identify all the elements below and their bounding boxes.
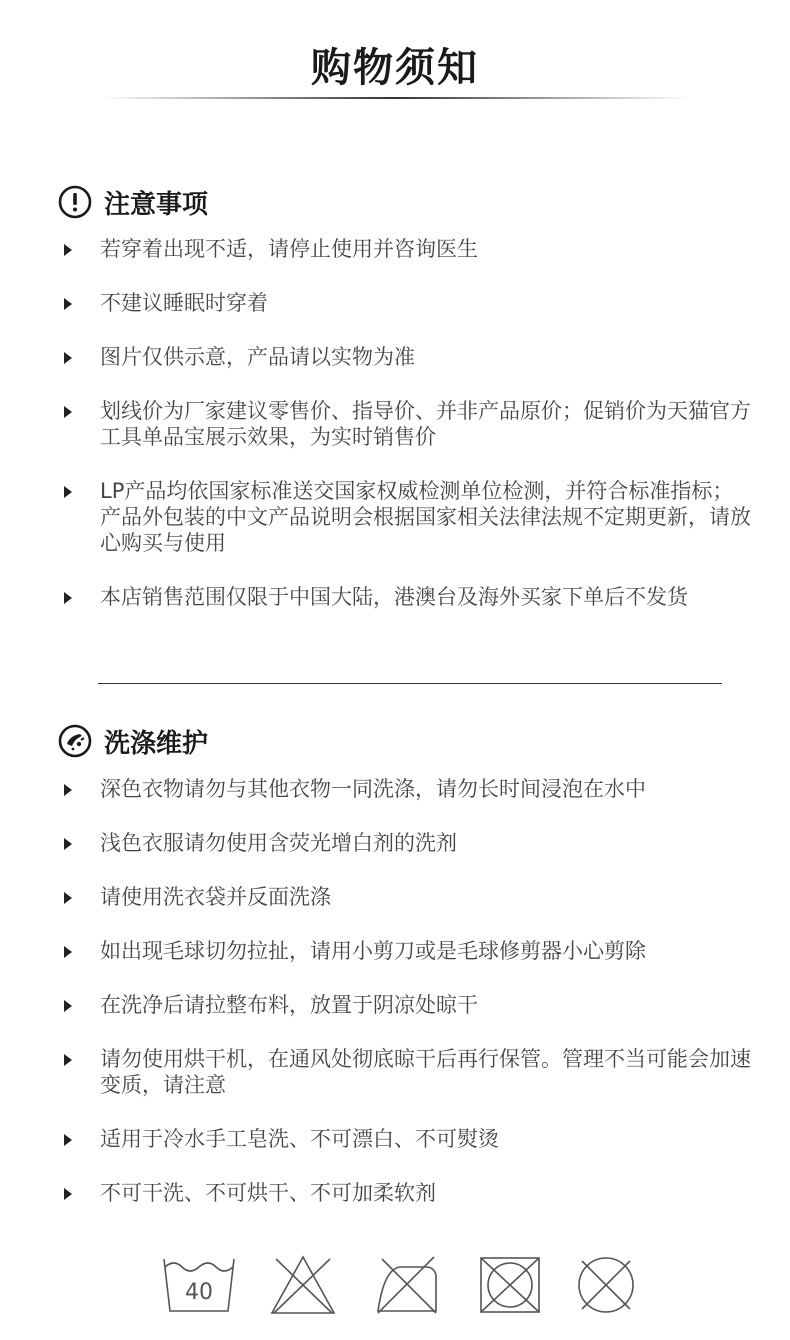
exclamation-circle-icon <box>58 185 92 219</box>
triangle-bullet-icon <box>64 892 72 904</box>
triangle-bullet-icon <box>64 1134 72 1146</box>
svg-text:40: 40 <box>185 1280 213 1305</box>
notice-section-header <box>58 184 208 220</box>
triangle-bullet-icon <box>64 784 72 796</box>
triangle-bullet-icon <box>64 298 72 310</box>
list-item: 适用于冷水手工皂洗、不可漂白、不可熨烫 <box>0 1126 790 1152</box>
page-title: 购物须知 <box>311 45 479 91</box>
list-item: 浅色衣服请勿使用含荧光增白剂的洗剂 <box>0 830 790 856</box>
list-item: 在洗净后请拉整布料，放置于阴凉处晾干 <box>0 992 790 1018</box>
triangle-bullet-icon <box>64 1000 72 1012</box>
care-list <box>0 776 790 1206</box>
notice-list <box>0 236 790 610</box>
list-item: 请勿使用烘干机，在通风处彻底晾干后再行保管。管理不当可能会加速变质，请注意 <box>0 1046 790 1098</box>
triangle-bullet-icon <box>64 838 72 850</box>
no-bleach-icon <box>270 1255 336 1315</box>
list-item: 图片仅供示意，产品请以实物为准 <box>0 344 790 370</box>
no-iron-icon <box>374 1255 440 1315</box>
list-item: 请使用洗衣袋并反面洗涤 <box>0 884 790 910</box>
no-dry-clean-icon <box>574 1255 638 1315</box>
title-underline <box>100 97 690 99</box>
triangle-bullet-icon <box>64 1054 72 1066</box>
notice-heading: 注意事项 <box>104 189 209 220</box>
triangle-bullet-icon <box>64 244 72 256</box>
washing-care-icon <box>58 724 92 758</box>
triangle-bullet-icon <box>64 486 72 498</box>
list-item: 深色衣物请勿与其他衣物一同洗涤，请勿长时间浸泡在水中 <box>0 776 790 802</box>
wash-40-icon <box>162 1255 236 1315</box>
list-item: 若穿着出现不适，请停止使用并咨询医生 <box>0 236 790 262</box>
list-item: LP产品均依国家标准送交国家权威检测单位检测，并符合标准指标；产品外包装的中文产品说明会根据国家相关法律法规不定期更新，请放心购买与使用 <box>0 478 790 556</box>
no-tumble-dry-icon <box>478 1255 542 1315</box>
list-item: 不可干洗、不可烘干、不可加柔软剂 <box>0 1180 790 1206</box>
list-item: 不建议睡眠时穿着 <box>0 290 790 316</box>
triangle-bullet-icon <box>64 946 72 958</box>
triangle-bullet-icon <box>64 352 72 364</box>
list-item: 如出现毛球切勿拉扯，请用小剪刀或是毛球修剪器小心剪除 <box>0 938 790 964</box>
care-heading: 洗涤维护 <box>104 728 209 759</box>
care-section-header <box>58 723 208 759</box>
section-divider <box>98 683 722 684</box>
list-item: 本店销售范围仅限于中国大陆，港澳台及海外买家下单后不发货 <box>0 584 790 610</box>
triangle-bullet-icon <box>64 1188 72 1200</box>
triangle-bullet-icon <box>64 592 72 604</box>
list-item: 划线价为厂家建议零售价、指导价、并非产品原价；促销价为天猫官方工具单品宝展示效果，为实时销售价 <box>0 398 790 450</box>
triangle-bullet-icon <box>64 406 72 418</box>
care-symbols <box>0 1255 790 1319</box>
